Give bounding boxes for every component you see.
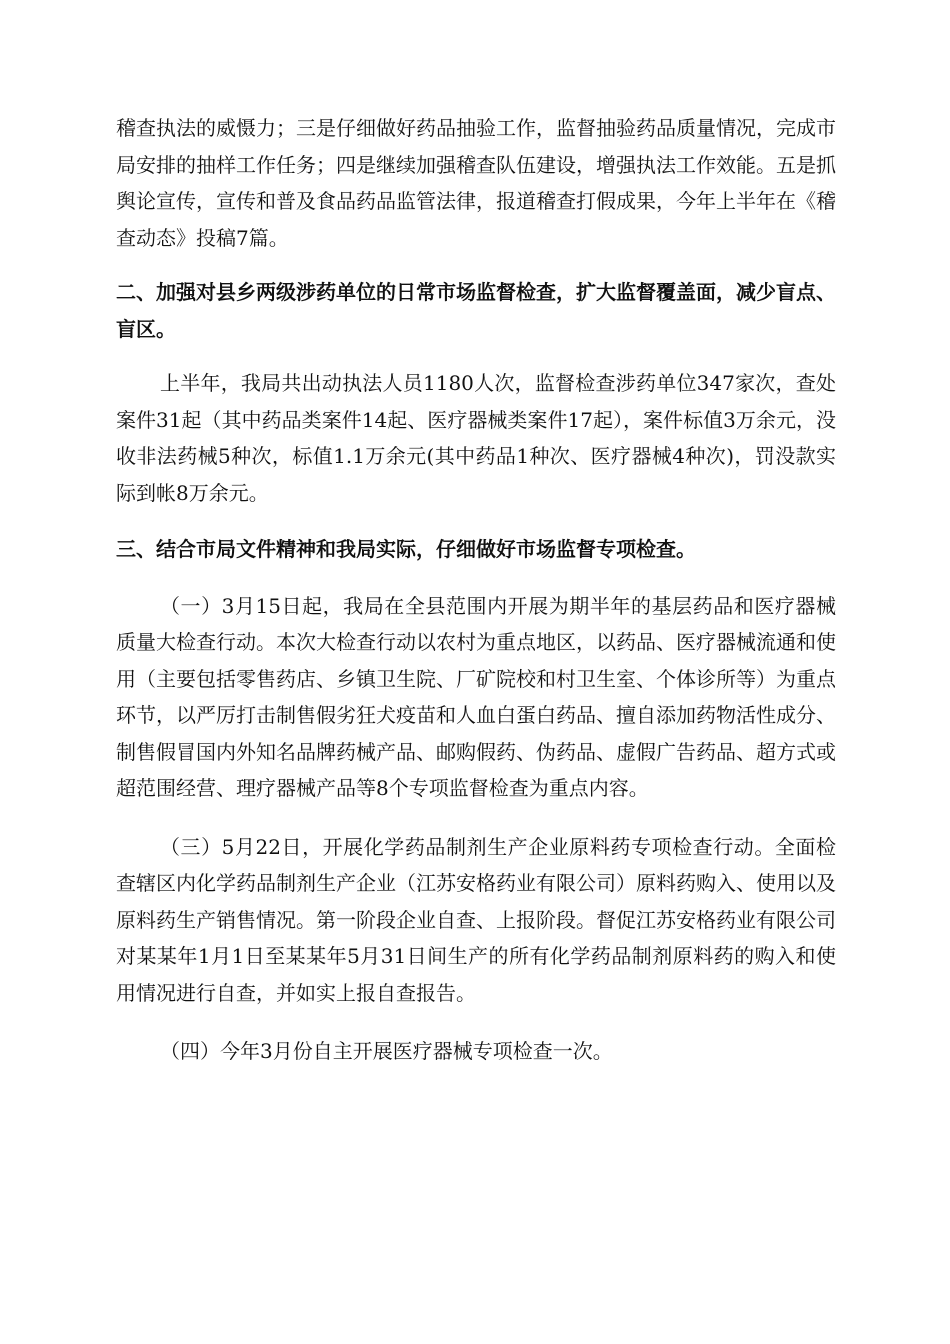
paragraph-item-3: （三）5月22日，开展化学药品制剂生产企业原料药专项检查行动。全面检查辖区内化学药品制剂生产企业（江苏安格药业有限公司）原料药购入、使用以及原料药生产销售情况。第一阶段企业自查、上报阶段。督促江苏安格药业有限公司对某某年1月1日至某某年5月31日间生产的所有化学药品制剂原料药的购入和使用情况进行自查，并如实上报自查报告。 (116, 834, 836, 1005)
section-heading-2: 二、加强对县乡两级涉药单位的日常市场监督检查，扩大监督覆盖面，减少盲点、盲区。 (116, 280, 836, 341)
paragraph-item-4: （四）今年3月份自主开展医疗器械专项检查一次。 (160, 1039, 613, 1063)
section-heading-3: 三、结合市局文件精神和我局实际，仔细做好市场监督专项检查。 (116, 537, 696, 561)
document-page (116, 110, 836, 1070)
paragraph-continued: 稽查执法的威慑力；三是仔细做好药品抽验工作，监督抽验药品质量情况，完成市局安排的抽样工作任务；四是继续加强稽查队伍建设，增强执法工作效能。五是抓舆论宣传，宣传和普及食品药品监管法律，报道稽查打假成果，今年上半年在《稽查动态》投稿7篇。 (116, 116, 836, 250)
paragraph-item-1: （一）3月15日起，我局在全县范围内开展为期半年的基层药品和医疗器械质量大检查行动。本次大检查行动以农村为重点地区，以药品、医疗器械流通和使用（主要包括零售药店、乡镇卫生院、厂矿院校和村卫生室、个体诊所等）为重点环节，以严厉打击制售假劣狂犬疫苗和人血白蛋白药品、擅自添加药物活性成分、制售假冒国内外知名品牌药械产品、邮购假药、伪药品、虚假广告药品、超方式或超范围经营、理疗器械产品等8个专项监督检查为重点内容。 (116, 593, 836, 800)
paragraph-section-2: 上半年，我局共出动执法人员1180人次，监督检查涉药单位347家次，查处案件31起（其中药品类案件14起、医疗器械类案件17起），案件标值3万余元，没收非法药械5种次，标值1.1万余元(其中药品1种次、医疗器械4种次)，罚没款实际到帐8万余元。 (116, 371, 836, 505)
